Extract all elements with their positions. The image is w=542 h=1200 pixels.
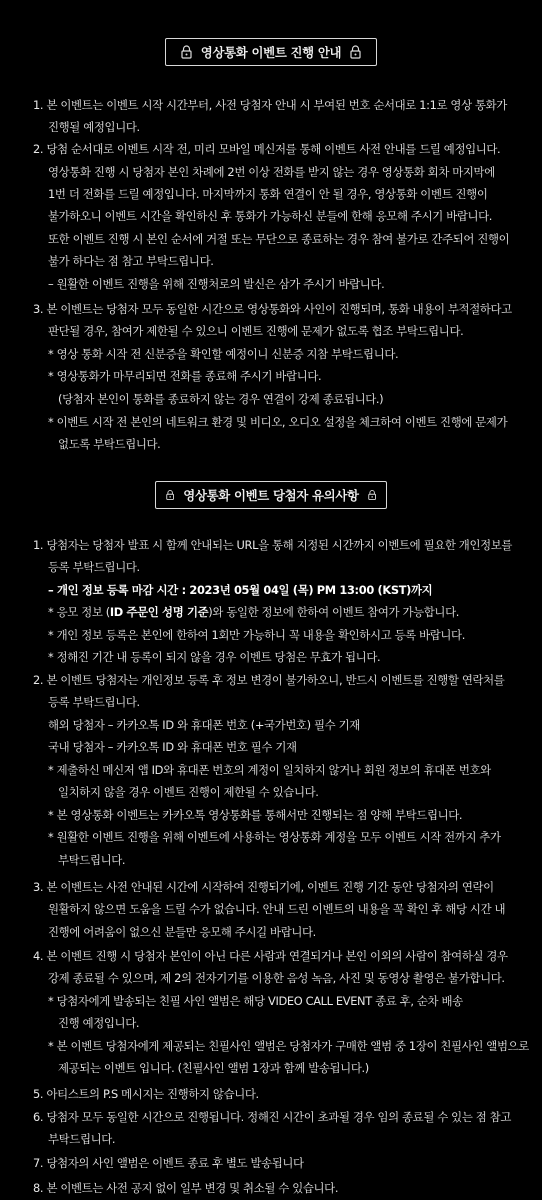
text-line: 8. 본 이벤트는 사전 공지 없이 일부 변경 및 취소될 수 있습니다. (33, 1181, 339, 1195)
text-line: * 원활한 이벤트 진행을 위해 이벤트에 사용하는 영상통화 계정을 모두 이벤트 시작 전까지 추가 (48, 830, 501, 844)
lock-icon (166, 488, 174, 502)
text-line: 진행될 예정입니다. (48, 120, 140, 134)
text-line: * 응모 정보 (ID 주문인 성명 기준)와 동일한 정보에 한하여 이벤트 참여가 가능합니다. (48, 605, 460, 619)
text-line: 국내 당첨자 – 카카오톡 ID 와 휴대폰 번호 필수 기재 (48, 740, 297, 754)
bold-emphasis: ID 주문인 성명 기준 (109, 605, 209, 619)
text-line: 1번 더 전화를 드릴 예정입니다. 마지막까지 통화 연결이 안 될 경우, 영상통화 이벤트 진행이 (48, 187, 488, 201)
text-line: 원활하지 않으면 도움을 드릴 수가 없습니다. 안내 드린 이벤트의 내용을 꼭 확인 후 해당 시간 내 (48, 902, 506, 916)
text-line: 7. 당첨자의 사인 앨범은 이벤트 종료 후 별도 발송됩니다 (33, 1156, 304, 1170)
text-line: 3. 본 이벤트는 사전 안내된 시간에 시작하여 진행되기에, 이벤트 진행 기간 동안 당첨자의 연락이 (33, 880, 494, 894)
text-line: 4. 본 이벤트 진행 시 당첨자 본인이 아닌 다른 사람과 연결되거나 본인 이외의 사람이 참여하실 경우 (33, 949, 508, 963)
text-line: * 본 영상통화 이벤트는 카카오톡 영상통화를 통해서만 진행되는 점 양해 부탁드립니다. (48, 808, 463, 822)
text-line: 영상통화 진행 시 당첨자 본인 차례에 2번 이상 전화를 받지 않는 경우 영상통화 회차 마지막에 (48, 165, 495, 179)
text-line: 부탁드립니다. (48, 1132, 116, 1146)
text-line: * 본 이벤트 당첨자에게 제공되는 친필사인 앨범은 당첨자가 구매한 앨범 중 1장이 친필사인 앨범으로 (48, 1039, 529, 1053)
lock-icon (350, 45, 361, 59)
text-line: 일치하지 않을 경우 이벤트 진행이 제한될 수 있습니다. (58, 785, 319, 799)
text-line: 불가 하다는 점 참고 부탁드립니다. (48, 254, 214, 268)
text-line: 해외 당첨자 – 카카오톡 ID 와 휴대폰 번호 (+국가번호) 필수 기재 (48, 718, 360, 732)
section-header-winner-notes (155, 481, 387, 509)
registration-deadline: – 개인 정보 등록 마감 시간 : 2023년 05월 04일 (목) PM 13:00 (KST)까지 (48, 583, 433, 597)
text-line: (당첨자 본인이 통화를 종료하지 않는 경우 연결이 강제 종료됩니다.) (58, 392, 384, 406)
text-line: 5. 아티스트의 P.S 메시지는 진행하지 않습니다. (33, 1087, 259, 1101)
text-line: * 제출하신 메신저 앱 ID와 휴대폰 번호의 계정이 일치하지 않거나 회원 정보의 휴대폰 번호와 (48, 763, 491, 777)
text-line: 6. 당첨자 모두 동일한 시간으로 진행됩니다. 정해진 시간이 초과될 경우 임의 종료될 수 있는 점 참고 (33, 1110, 511, 1124)
text-line: * 영상통화가 마무리되면 전화를 종료해 주시기 바랍니다. (48, 369, 322, 383)
text-line: * 정해진 기간 내 등록이 되지 않을 경우 이벤트 당첨은 무효가 됩니다. (48, 650, 381, 664)
text-line: 등록 부탁드립니다. (48, 560, 140, 574)
lock-icon (181, 45, 192, 59)
text-line: * 영상 통화 시작 전 신분증을 확인할 예정이니 신분증 지참 부탁드립니다. (48, 347, 399, 361)
text-line: 강제 종료될 수 있으며, 제 2의 전자기기를 이용한 음성 녹음, 사진 및 동영상 촬영은 불가합니다. (48, 971, 505, 985)
section-header-video-call-guide (165, 38, 377, 66)
text-line: 없도록 부탁드립니다. (58, 437, 161, 451)
text-line: 2. 당첨 순서대로 이벤트 시작 전, 미리 모바일 메신저를 통해 이벤트 사전 안내를 드릴 예정입니다. (33, 142, 501, 156)
text-line: * 당첨자에게 발송되는 친필 사인 앨범은 해당 VIDEO CALL EVENT 종료 후, 순차 배송 (48, 994, 463, 1008)
text-line: 3. 본 이벤트는 당첨자 모두 동일한 시간으로 영상통화와 사인이 진행되며, 통화 내용이 부적절하다고 (33, 302, 512, 316)
text-line: – 원활한 이벤트 진행을 위해 진행처로의 발신은 삼가 주시기 바랍니다. (48, 277, 385, 291)
text-line: 부탁드립니다. (58, 853, 126, 867)
text-line: 또한 이벤트 진행 시 본인 순서에 거절 또는 무단으로 종료하는 경우 참여 불가로 간주되어 진행이 (48, 232, 510, 246)
text-line: 진행에 어려움이 없으신 분들만 응모해 주시길 바랍니다. (48, 925, 316, 939)
text-line: 불가하오니 이벤트 시간을 확인하신 후 통화가 가능하신 분들에 한해 응모해 주시기 바랍니다. (48, 209, 493, 223)
text-line: 1. 당첨자는 당첨자 발표 시 함께 안내되는 URL을 통해 지정된 시간까지 이벤트에 필요한 개인정보를 (33, 538, 513, 552)
text-line: 판단될 경우, 참여가 제한될 수 있으니 이벤트 진행에 문제가 없도록 협조 부탁드립니다. (48, 324, 464, 338)
text-line: 진행 예정입니다. (58, 1016, 140, 1030)
lock-icon (368, 488, 376, 502)
text-line: * 이벤트 시작 전 본인의 네트워크 환경 및 비디오, 오디오 설정을 체크하여 이벤트 진행에 문제가 (48, 415, 508, 429)
section-title: 영상통화 이벤트 당첨자 유의사항 (183, 488, 359, 503)
section-title: 영상통화 이벤트 진행 안내 (200, 45, 342, 60)
text-line: 제공되는 이벤트 입니다. (친필사인 앨범 1장과 함께 발송됩니다.) (58, 1061, 369, 1075)
text-line: 등록 부탁드립니다. (48, 695, 140, 709)
text-line: 2. 본 이벤트 당첨자는 개인정보 등록 후 정보 변경이 불가하오니, 반드시 이벤트를 진행할 연락처를 (33, 673, 505, 687)
text-line: 1. 본 이벤트는 이벤트 시작 시간부터, 사전 당첨자 안내 시 부여된 번호 순서대로 1:1로 영상 통화가 (33, 98, 507, 112)
text-line: * 개인 정보 등록은 본인에 한하여 1회만 가능하니 꼭 내용을 확인하시고 등록 바랍니다. (48, 628, 465, 642)
